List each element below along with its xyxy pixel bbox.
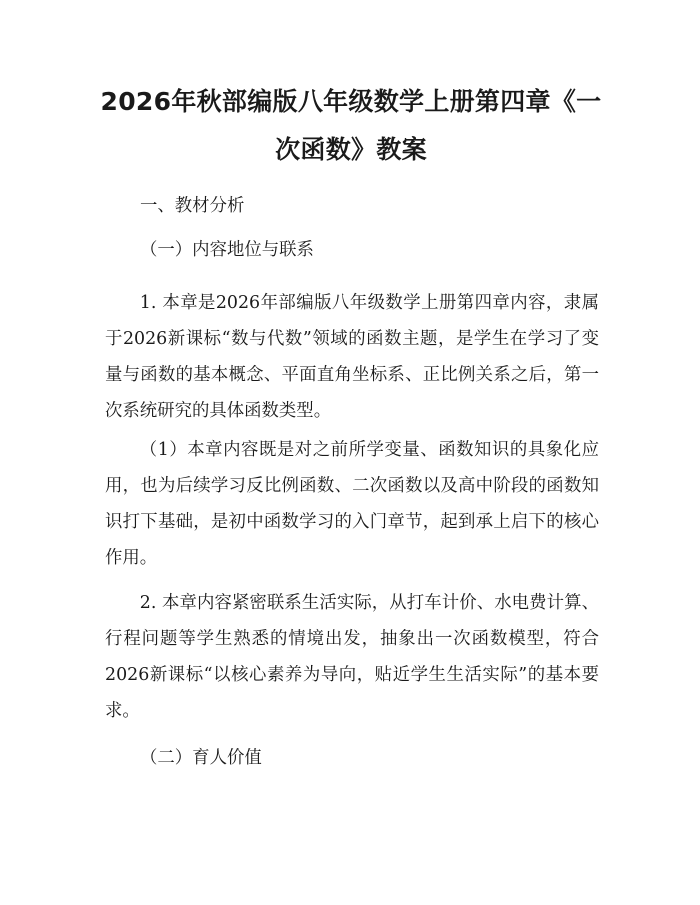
document-title: 2026年秋部编版八年级数学上册第四章《一次函数》教案 <box>100 87 602 164</box>
section-heading-textbook-analysis: 一、教材分析 <box>140 196 245 216</box>
subsection-heading-content-position: （一）内容地位与联系 <box>140 240 314 260</box>
paragraph-2: （1）本章内容既是对之前所学变量、函数知识的具象化应用，也为后续学习反比例函数、二次函数以及高中阶段的函数知识打下基础，是初中函数学习的入门章节，起到承上启下的核心作用。 <box>105 440 599 568</box>
paragraph-3: 2. 本章内容紧密联系生活实际，从打车计价、水电费计算、行程问题等学生熟悉的情境出发，抽象出一次函数模型，符合2026新课标“以核心素养为导向，贴近学生生活实际”的基本要求。 <box>105 593 599 721</box>
subsection-heading-educational-value: （二）育人价值 <box>140 748 262 768</box>
paragraph-1: 1. 本章是2026年部编版八年级数学上册第四章内容，隶属于2026新课标“数与代数”领域的函数主题，是学生在学习了变量与函数的基本概念、平面直角坐标系、正比例关系之后，第一次系统研究的具体函数类型。 <box>105 293 599 421</box>
